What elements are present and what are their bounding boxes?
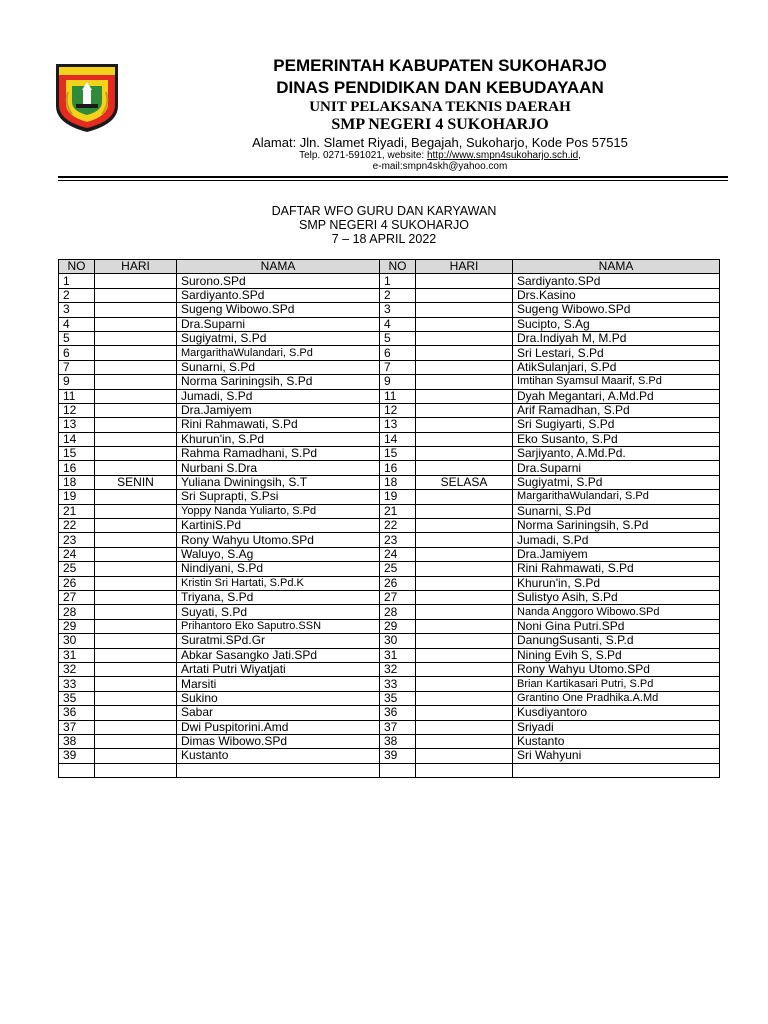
- cell-no: 28: [380, 605, 416, 619]
- column-header-hari: HARI: [95, 260, 177, 274]
- cell-hari: [416, 590, 513, 604]
- cell-nama: Rini Rahmawati, S.Pd: [513, 562, 720, 576]
- cell-nama: Khurun'in, S.Pd: [513, 576, 720, 590]
- cell-nama: Rini Rahmawati, S.Pd: [177, 418, 380, 432]
- cell-nama: Kusdiyantoro: [513, 706, 720, 720]
- column-header-nama: NAMA: [177, 260, 380, 274]
- column-header-no: NO: [380, 260, 416, 274]
- cell-nama: DanungSusanti, S.P.d: [513, 634, 720, 648]
- header-school: SMP NEGERI 4 SUKOHARJO: [331, 116, 549, 133]
- cell-no: 11: [380, 389, 416, 403]
- cell-nama: KartiniS.Pd: [177, 519, 380, 533]
- table-row: [59, 576, 720, 590]
- cell-no: 12: [59, 403, 95, 417]
- cell-no: 15: [59, 447, 95, 461]
- header-address: Alamat: Jln. Slamet Riyadi, Begajah, Sukoharjo, Kode Pos 57515: [252, 135, 628, 150]
- cell-hari: [95, 317, 177, 331]
- column-header-nama: NAMA: [513, 260, 720, 274]
- cell-hari: [95, 763, 177, 777]
- cell-nama: Kustanto: [513, 734, 720, 748]
- cell-hari: [95, 346, 177, 360]
- cell-nama: MargarithaWulandari, S.Pd: [513, 490, 720, 504]
- cell-nama: Sardiyanto.SPd: [513, 274, 720, 288]
- cell-nama: Brian Kartikasari Putri, S.Pd: [513, 677, 720, 691]
- cell-hari: [95, 447, 177, 461]
- table-row: [59, 691, 720, 705]
- cell-nama: Sri Suprapti, S.Psi: [177, 490, 380, 504]
- cell-no: 39: [380, 749, 416, 763]
- cell-nama: Nurbani S.Dra: [177, 461, 380, 475]
- cell-nama: Sarjiyanto, A.Md.Pd.: [513, 447, 720, 461]
- cell-nama: Sriyadi: [513, 720, 720, 734]
- cell-no: 32: [59, 662, 95, 676]
- cell-hari: [95, 648, 177, 662]
- cell-hari: [416, 418, 513, 432]
- table-row: [59, 562, 720, 576]
- cell-no: 25: [59, 562, 95, 576]
- cell-hari: [416, 461, 513, 475]
- table-row: [59, 303, 720, 317]
- column-header-hari: HARI: [416, 260, 513, 274]
- header-department: DINAS PENDIDIKAN DAN KEBUDAYAAN: [276, 78, 604, 97]
- cell-nama: Sugeng Wibowo.SPd: [513, 303, 720, 317]
- cell-nama: Sucipto, S.Ag: [513, 317, 720, 331]
- cell-hari: [416, 288, 513, 302]
- cell-hari: [416, 389, 513, 403]
- cell-nama: Dra.Jamiyem: [177, 403, 380, 417]
- cell-hari: [95, 749, 177, 763]
- cell-hari: [95, 303, 177, 317]
- cell-hari: [416, 490, 513, 504]
- cell-no: 11: [59, 389, 95, 403]
- table-row: [59, 504, 720, 518]
- document-title: DAFTAR WFO GURU DAN KARYAWAN: [271, 204, 497, 218]
- cell-hari: [95, 389, 177, 403]
- cell-hari: [95, 461, 177, 475]
- cell-nama: Kustanto: [177, 749, 380, 763]
- cell-hari: SELASA: [416, 475, 513, 489]
- cell-hari: [95, 562, 177, 576]
- cell-hari: [416, 648, 513, 662]
- cell-no: 14: [380, 432, 416, 446]
- cell-hari: [416, 274, 513, 288]
- cell-no: 9: [59, 375, 95, 389]
- cell-hari: [95, 576, 177, 590]
- cell-hari: [95, 734, 177, 748]
- table-row: [59, 490, 720, 504]
- column-header-no: NO: [59, 260, 95, 274]
- cell-no: 21: [380, 504, 416, 518]
- cell-nama: Dra.Suparni: [177, 317, 380, 331]
- cell-nama: Yoppy Nanda Yuliarto, S.Pd: [177, 504, 380, 518]
- cell-hari: [95, 432, 177, 446]
- cell-nama: Khurun'in, S.Pd: [177, 432, 380, 446]
- cell-nama: Abkar Sasangko Jati.SPd: [177, 648, 380, 662]
- cell-hari: [95, 634, 177, 648]
- wfo-schedule-table: [58, 259, 720, 778]
- table-row: [59, 749, 720, 763]
- cell-nama: Sulistyo Asih, S.Pd: [513, 590, 720, 604]
- cell-hari: [95, 519, 177, 533]
- cell-no: 18: [59, 475, 95, 489]
- cell-no: 6: [59, 346, 95, 360]
- cell-hari: [416, 547, 513, 561]
- cell-nama: Rony Wahyu Utomo.SPd: [513, 662, 720, 676]
- cell-hari: [95, 504, 177, 518]
- table-row: [59, 418, 720, 432]
- cell-hari: [95, 375, 177, 389]
- cell-no: 22: [59, 519, 95, 533]
- cell-no: 29: [59, 619, 95, 633]
- cell-nama: Triyana, S.Pd: [177, 590, 380, 604]
- cell-hari: [416, 303, 513, 317]
- cell-hari: [95, 418, 177, 432]
- cell-no: 14: [59, 432, 95, 446]
- cell-hari: [416, 720, 513, 734]
- cell-nama: Rony Wahyu Utomo.SPd: [177, 533, 380, 547]
- cell-no: 3: [380, 303, 416, 317]
- header-divider-thick: [58, 176, 728, 178]
- cell-nama: Norma Sariningsih, S.Pd: [177, 375, 380, 389]
- cell-hari: [95, 490, 177, 504]
- cell-hari: [95, 274, 177, 288]
- cell-no: 36: [59, 706, 95, 720]
- cell-hari: [416, 375, 513, 389]
- header-unit: UNIT PELAKSANA TEKNIS DAERAH: [309, 99, 571, 115]
- table-row: [59, 317, 720, 331]
- cell-no: 35: [380, 691, 416, 705]
- cell-no: 1: [380, 274, 416, 288]
- table-row: [59, 648, 720, 662]
- table-row: [59, 634, 720, 648]
- cell-no: 7: [59, 360, 95, 374]
- cell-hari: [416, 691, 513, 705]
- cell-hari: [95, 720, 177, 734]
- table-row: [59, 475, 720, 489]
- cell-hari: [416, 662, 513, 676]
- cell-nama: Sri Lestari, S.Pd: [513, 346, 720, 360]
- cell-nama: [177, 763, 380, 777]
- cell-hari: [416, 749, 513, 763]
- table-row: [59, 763, 720, 777]
- cell-hari: [416, 576, 513, 590]
- cell-no: 4: [59, 317, 95, 331]
- cell-no: 7: [380, 360, 416, 374]
- cell-nama: Sugeng Wibowo.SPd: [177, 303, 380, 317]
- cell-hari: [95, 360, 177, 374]
- cell-no: 26: [59, 576, 95, 590]
- cell-nama: Surono.SPd: [177, 274, 380, 288]
- cell-no: 35: [59, 691, 95, 705]
- cell-hari: [416, 562, 513, 576]
- cell-nama: Artati Putri Wiyatjati: [177, 662, 380, 676]
- table-row: [59, 274, 720, 288]
- cell-nama: Sri Sugiyarti, S.Pd: [513, 418, 720, 432]
- cell-hari: [95, 706, 177, 720]
- table-header-row: [59, 260, 720, 274]
- cell-no: 18: [380, 475, 416, 489]
- cell-no: 27: [380, 590, 416, 604]
- cell-no: 23: [59, 533, 95, 547]
- cell-nama: Noni Gina Putri.SPd: [513, 619, 720, 633]
- cell-hari: [416, 677, 513, 691]
- cell-no: 6: [380, 346, 416, 360]
- cell-nama: Dra.Jamiyem: [513, 547, 720, 561]
- table-row: [59, 533, 720, 547]
- telephone-text: Telp. 0271-591021, website:: [299, 150, 427, 161]
- table-row: [59, 720, 720, 734]
- table-row: [59, 677, 720, 691]
- table-row: [59, 547, 720, 561]
- cell-hari: [416, 346, 513, 360]
- cell-no: 16: [380, 461, 416, 475]
- cell-nama: Arif Ramadhan, S.Pd: [513, 403, 720, 417]
- cell-no: 37: [380, 720, 416, 734]
- cell-hari: [416, 619, 513, 633]
- cell-nama: Imtihan Syamsul Maarif, S.Pd: [513, 375, 720, 389]
- cell-no: 36: [380, 706, 416, 720]
- cell-no: 33: [59, 677, 95, 691]
- document-subtitle: SMP NEGERI 4 SUKOHARJO: [299, 218, 469, 232]
- cell-hari: SENIN: [95, 475, 177, 489]
- cell-nama: Dwi Puspitorini.Amd: [177, 720, 380, 734]
- cell-hari: [95, 590, 177, 604]
- cell-no: 28: [59, 605, 95, 619]
- cell-hari: [95, 547, 177, 561]
- cell-no: 24: [59, 547, 95, 561]
- cell-no: 13: [59, 418, 95, 432]
- cell-nama: Rahma Ramadhani, S.Pd: [177, 447, 380, 461]
- cell-nama: Sardiyanto.SPd: [177, 288, 380, 302]
- cell-hari: [416, 504, 513, 518]
- cell-nama: Jumadi, S.Pd: [513, 533, 720, 547]
- cell-no: 24: [380, 547, 416, 561]
- cell-nama: Sukino: [177, 691, 380, 705]
- cell-nama: Dra.Indiyah M, M.Pd: [513, 331, 720, 345]
- cell-hari: [416, 360, 513, 374]
- cell-nama: AtikSulanjari, S.Pd: [513, 360, 720, 374]
- header-government: PEMERINTAH KABUPATEN SUKOHARJO: [273, 56, 607, 75]
- cell-no: 30: [380, 634, 416, 648]
- cell-no: [59, 763, 95, 777]
- cell-nama: Dimas Wibowo.SPd: [177, 734, 380, 748]
- cell-nama: Suyati, S.Pd: [177, 605, 380, 619]
- cell-no: 15: [380, 447, 416, 461]
- cell-nama: Sunarni, S.Pd: [177, 360, 380, 374]
- table-row: [59, 662, 720, 676]
- cell-hari: [95, 533, 177, 547]
- cell-hari: [416, 763, 513, 777]
- table-row: [59, 288, 720, 302]
- table-body: [59, 274, 720, 778]
- cell-no: 29: [380, 619, 416, 633]
- cell-nama: Jumadi, S.Pd: [177, 389, 380, 403]
- cell-nama: [513, 763, 720, 777]
- table-row: [59, 346, 720, 360]
- cell-nama: Dra.Suparni: [513, 461, 720, 475]
- table-row: [59, 706, 720, 720]
- cell-no: 2: [380, 288, 416, 302]
- header-email: e-mail:smpn4skh@yahoo.com: [372, 161, 508, 172]
- cell-no: 22: [380, 519, 416, 533]
- cell-no: [380, 763, 416, 777]
- cell-no: 38: [380, 734, 416, 748]
- table-row: [59, 432, 720, 446]
- cell-hari: [416, 706, 513, 720]
- cell-no: 4: [380, 317, 416, 331]
- cell-hari: [416, 634, 513, 648]
- cell-no: 39: [59, 749, 95, 763]
- table-row: [59, 519, 720, 533]
- cell-hari: [416, 519, 513, 533]
- table-row: [59, 734, 720, 748]
- cell-hari: [95, 619, 177, 633]
- cell-nama: Nining Evih S, S.Pd: [513, 648, 720, 662]
- cell-no: 5: [380, 331, 416, 345]
- cell-no: 16: [59, 461, 95, 475]
- table-row: [59, 619, 720, 633]
- cell-nama: Sabar: [177, 706, 380, 720]
- cell-no: 26: [380, 576, 416, 590]
- kabupaten-sukoharjo-logo: [52, 62, 122, 134]
- cell-hari: [416, 447, 513, 461]
- cell-no: 13: [380, 418, 416, 432]
- cell-hari: [95, 403, 177, 417]
- cell-hari: [416, 533, 513, 547]
- cell-nama: Sugiyatmi, S.Pd: [513, 475, 720, 489]
- cell-nama: Sunarni, S.Pd: [513, 504, 720, 518]
- table-row: [59, 447, 720, 461]
- cell-hari: [95, 662, 177, 676]
- telephone-suffix: ,: [578, 150, 581, 161]
- cell-hari: [95, 677, 177, 691]
- cell-nama: Sugiyatmi, S.Pd: [177, 331, 380, 345]
- cell-nama: Suratmi.SPd.Gr: [177, 634, 380, 648]
- cell-no: 5: [59, 331, 95, 345]
- table-row: [59, 331, 720, 345]
- table-row: [59, 605, 720, 619]
- cell-nama: MargarithaWulandari, S.Pd: [177, 346, 380, 360]
- cell-hari: [416, 605, 513, 619]
- cell-nama: Norma Sariningsih, S.Pd: [513, 519, 720, 533]
- cell-hari: [95, 691, 177, 705]
- cell-no: 37: [59, 720, 95, 734]
- cell-no: 12: [380, 403, 416, 417]
- cell-hari: [416, 317, 513, 331]
- cell-nama: Marsiti: [177, 677, 380, 691]
- cell-no: 27: [59, 590, 95, 604]
- cell-no: 19: [380, 490, 416, 504]
- header-divider-thin: [58, 180, 728, 181]
- cell-hari: [95, 605, 177, 619]
- cell-no: 32: [380, 662, 416, 676]
- cell-no: 31: [59, 648, 95, 662]
- table-row: [59, 403, 720, 417]
- cell-no: 2: [59, 288, 95, 302]
- cell-nama: Grantino One Pradhika.A.Md: [513, 691, 720, 705]
- cell-no: 3: [59, 303, 95, 317]
- cell-nama: Kristin Sri Hartati, S.Pd.K: [177, 576, 380, 590]
- cell-no: 9: [380, 375, 416, 389]
- cell-no: 21: [59, 504, 95, 518]
- header-contact: [130, 150, 750, 161]
- cell-nama: Nindiyani, S.Pd: [177, 562, 380, 576]
- cell-no: 23: [380, 533, 416, 547]
- website-link[interactable]: http://www.smpn4sukoharjo.sch.id: [426, 150, 579, 161]
- cell-no: 31: [380, 648, 416, 662]
- cell-nama: Waluyo, S.Ag: [177, 547, 380, 561]
- cell-no: 25: [380, 562, 416, 576]
- cell-no: 19: [59, 490, 95, 504]
- cell-nama: Nanda Anggoro Wibowo.SPd: [513, 605, 720, 619]
- cell-hari: [416, 403, 513, 417]
- cell-no: 30: [59, 634, 95, 648]
- cell-nama: Dyah Megantari, A.Md.Pd: [513, 389, 720, 403]
- document-date-range: 7 – 18 APRIL 2022: [331, 232, 437, 246]
- cell-nama: Yuliana Dwiningsih, S.T: [177, 475, 380, 489]
- cell-hari: [416, 734, 513, 748]
- cell-hari: [95, 288, 177, 302]
- cell-nama: Eko Susanto, S.Pd: [513, 432, 720, 446]
- cell-hari: [416, 331, 513, 345]
- table-row: [59, 590, 720, 604]
- cell-nama: Prihantoro Eko Saputro.SSN: [177, 619, 380, 633]
- cell-no: 1: [59, 274, 95, 288]
- table-row: [59, 461, 720, 475]
- cell-hari: [95, 331, 177, 345]
- cell-no: 33: [380, 677, 416, 691]
- cell-nama: Drs.Kasino: [513, 288, 720, 302]
- cell-no: 38: [59, 734, 95, 748]
- table-row: [59, 360, 720, 374]
- cell-nama: Sri Wahyuni: [513, 749, 720, 763]
- cell-hari: [416, 432, 513, 446]
- table-row: [59, 375, 720, 389]
- table-row: [59, 389, 720, 403]
